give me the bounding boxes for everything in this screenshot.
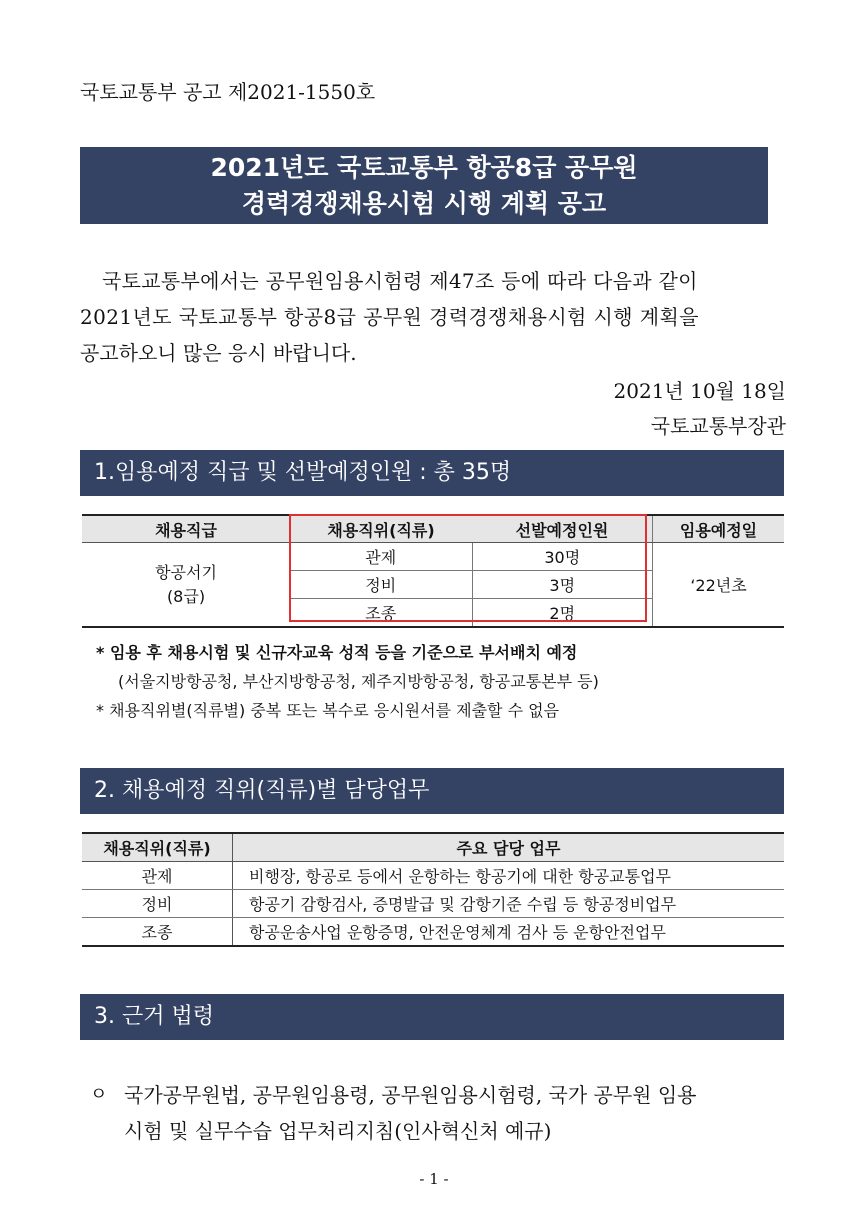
position-cell: 정비	[290, 571, 472, 599]
count-cell: 3명	[472, 571, 653, 599]
intro-paragraph	[80, 263, 786, 371]
notice-number: 국토교통부 공고 제2021-1550호	[80, 80, 376, 104]
recruitment-table	[82, 514, 784, 628]
table-row	[82, 890, 784, 918]
col-header-appointment: 임용예정일	[653, 515, 785, 543]
table-row	[82, 918, 784, 947]
col-header-position: 채용직위(직류)	[290, 515, 472, 543]
notice-date: 2021년 10월 18일	[613, 379, 786, 403]
section1-notes	[96, 638, 599, 725]
section1-heading: 1.임용예정 직급 및 선발예정인원 : 총 35명	[80, 450, 784, 496]
count-cell: 30명	[472, 543, 653, 571]
title-banner	[80, 147, 768, 224]
title-line-1: 2021년도 국토교통부 항공8급 공무원	[210, 153, 638, 182]
legal-basis	[90, 1077, 790, 1149]
appointment-cell: ‘22년초	[653, 543, 785, 628]
position-cell: 정비	[82, 890, 233, 918]
grade-cell	[82, 543, 290, 628]
section2-heading: 2. 채용예정 직위(직류)별 담당업무	[80, 768, 784, 814]
col-header-grade: 채용직급	[82, 515, 290, 543]
note-duplicate: * 채용직위별(직류별) 중복 또는 복수로 응시원서를 제출할 수 없음	[96, 701, 560, 720]
note-placement: * 임용 후 채용시험 및 신규자교육 성적 등을 기준으로 부서배치 예정	[96, 643, 578, 662]
count-cell: 2명	[472, 599, 653, 628]
position-cell: 관제	[290, 543, 472, 571]
note-placement-offices: (서울지방항공청, 부산지방항공청, 제주지방항공청, 항공교통본부 등)	[118, 672, 599, 691]
grade-name: 항공서기	[155, 562, 217, 582]
intro-line-2: 2021년도 국토교통부 항공8급 공무원 경력경쟁채용시험 시행 계획을	[80, 305, 699, 329]
section3-heading: 3. 근거 법령	[80, 994, 784, 1040]
duty-cell: 항공기 감항검사, 증명발급 및 감항기준 수립 등 항공정비업무	[233, 890, 785, 918]
legal-basis-line-2: 시험 및 실무수습 업무처리지침(인사혁신처 예규)	[124, 1119, 552, 1143]
duty-cell: 항공운송사업 운항증명, 안전운영체계 검사 등 운항안전업무	[233, 918, 785, 947]
duties-table	[82, 832, 784, 947]
title-line-2: 경력경쟁채용시험 시행 계획 공고	[241, 189, 607, 218]
col-header-count: 선발예정인원	[472, 515, 653, 543]
signatory: 국토교통부장관	[650, 414, 786, 438]
col-header-position: 채용직위(직류)	[82, 833, 233, 862]
page-number: - 1 -	[419, 1170, 449, 1188]
position-cell: 관제	[82, 862, 233, 890]
table-row	[82, 862, 784, 890]
legal-basis-line-1: 국가공무원법, 공무원임용령, 공무원임용시험령, 국가 공무원 임용	[124, 1083, 697, 1107]
col-header-duty: 주요 담당 업무	[233, 833, 785, 862]
position-cell: 조종	[82, 918, 233, 947]
table-row	[82, 543, 784, 571]
bullet-icon: ㅇ	[90, 1084, 108, 1105]
grade-level: (8급)	[166, 586, 206, 606]
position-cell: 조종	[290, 599, 472, 628]
intro-line-3: 공고하오니 많은 응시 바랍니다.	[80, 341, 357, 365]
intro-line-1: 국토교통부에서는 공무원임용시험령 제47조 등에 따라 다음과 같이	[102, 269, 698, 293]
duty-cell: 비행장, 항공로 등에서 운항하는 항공기에 대한 항공교통업무	[233, 862, 785, 890]
